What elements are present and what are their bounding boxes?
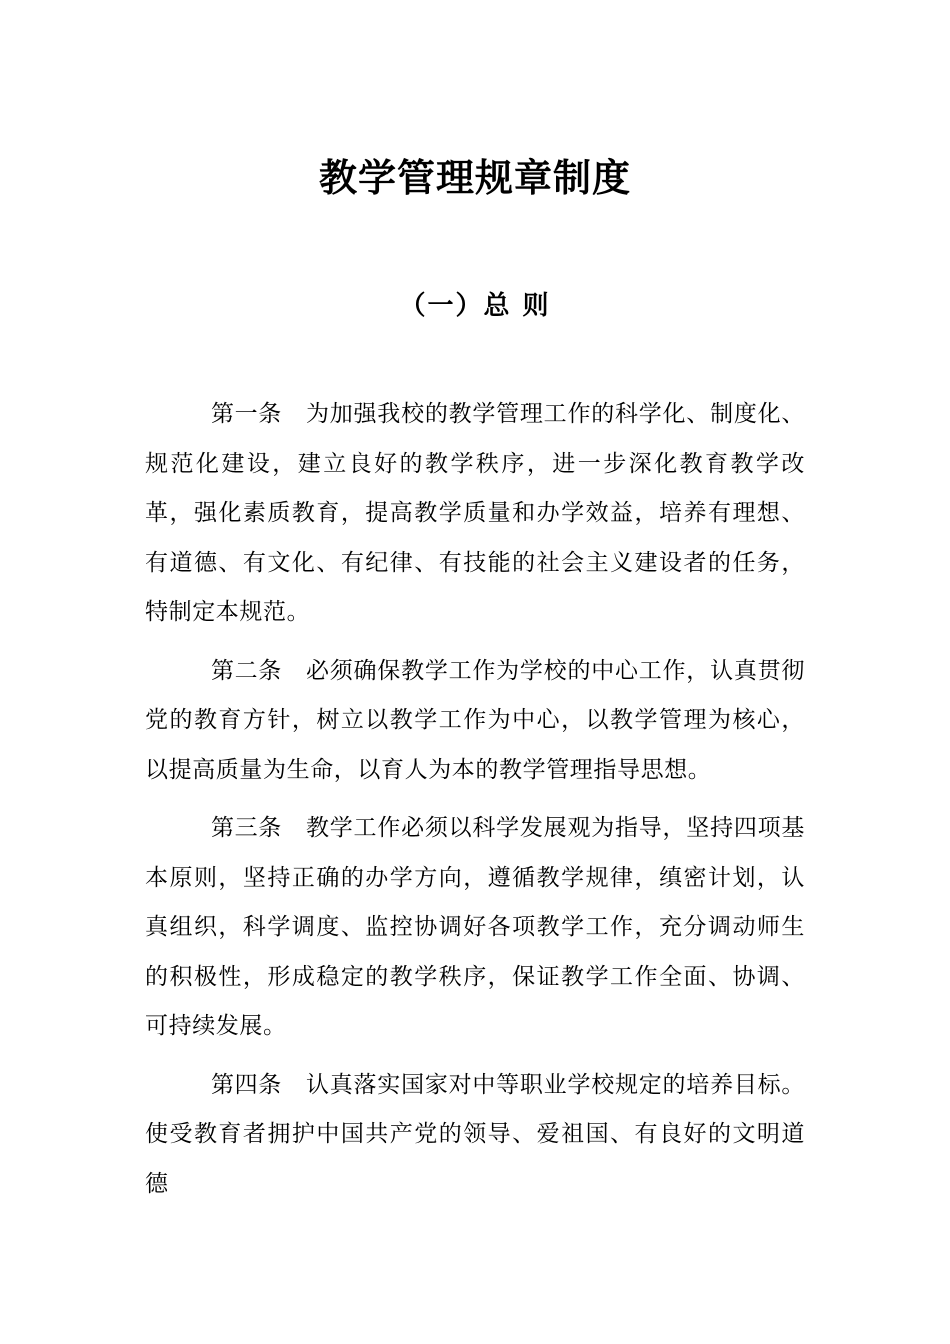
article-number: 第一条 [211, 401, 282, 427]
article-4 [145, 1061, 805, 1210]
document-body [145, 390, 805, 1218]
section-heading: （一）总 则 [399, 290, 551, 321]
article-text: 为加强我校的教学管理工作的科学化、制度化、规范化建设，建立良好的教学秩序，进一步深化教育教学改革，强化素质教育，提高教学质量和办学效益，培养有理想、有道德、有文化、有纪律、有技能的社会主义建设者的任务，特制定本规范。 [145, 401, 805, 625]
article-2 [145, 647, 805, 796]
article-number: 第三条 [211, 815, 282, 841]
article-1 [145, 390, 805, 638]
article-text: 认真落实国家对中等职业学校规定的培养目标。使受教育者拥护中国共产党的领导、爱祖国、有良好的文明道德 [145, 1071, 805, 1197]
article-number: 第二条 [211, 657, 282, 684]
article-text: 必须确保教学工作为学校的中心工作，认真贯彻党的教育方针，树立以教学工作为中心，以教学管理为核心，以提高质量为生命，以育人为本的教学管理指导思想。 [145, 657, 805, 783]
article-number: 第四条 [211, 1071, 282, 1098]
document-title: 教学管理规章制度 [318, 155, 631, 201]
article-3 [145, 804, 805, 1052]
article-text: 教学工作必须以科学发展观为指导，坚持四项基本原则，坚持正确的办学方向，遵循教学规律，缜密计划，认真组织，科学调度、监控协调好各项教学工作，充分调动师生的积极性，形成稳定的教学秩序，保证教学工作全面、协调、可持续发展。 [145, 815, 805, 1039]
